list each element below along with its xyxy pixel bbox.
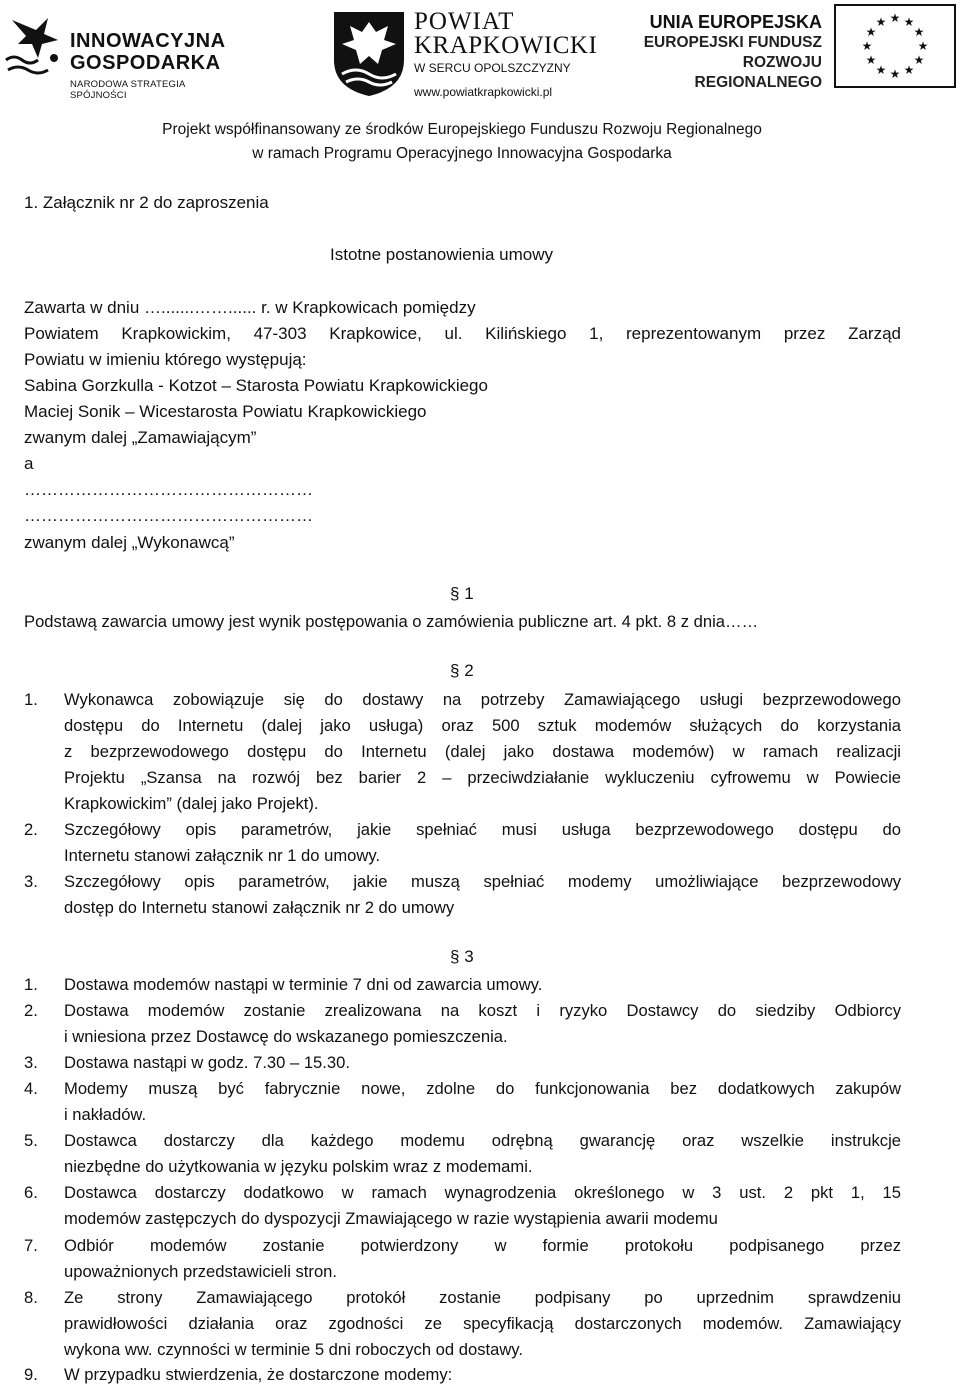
item-number: 5. <box>24 1131 38 1150</box>
svg-text:★: ★ <box>913 25 925 39</box>
section-1-text: Podstawą zawarcia umowy jest wynik postępowania o zamówienia publiczne art. 4 pkt. 8 z dnia…… <box>24 612 759 631</box>
intro-line: a <box>24 454 34 473</box>
powiat-logo-line3: W SERCU OPOLSZCZYZNY <box>414 61 571 75</box>
svg-text:★: ★ <box>875 15 887 29</box>
powiat-logo-line2: KRAPKOWICKI <box>414 32 598 59</box>
section-2-heading: § 2 <box>450 661 474 680</box>
svg-text:★: ★ <box>861 39 873 53</box>
svg-text:★: ★ <box>875 63 887 77</box>
item-number: 1. <box>24 690 38 709</box>
item-line: Dostawca dostarczy dodatkowo w ramach wynagrodzenia określonego w 3 ust. 2 pkt 1, 15 <box>64 1183 901 1202</box>
ig-star-figure-icon <box>4 14 66 80</box>
intro-line: …………………………………………… <box>24 506 313 525</box>
item-line: Ze strony Zamawiającego protokół zostanie podpisany po uprzednim sprawdzeniu <box>64 1288 901 1307</box>
powiat-krapkowicki-logo <box>330 6 598 100</box>
item-line: modemów zastępczych do dyspozycji Zmawiającego w razie wystąpienia awarii modemu <box>64 1209 718 1228</box>
intro-line: zwanym dalej „Wykonawcą” <box>24 533 235 552</box>
project-line-1: Projekt współfinansowany ze środków Europejskiego Funduszu Rozwoju Regionalnego <box>162 121 762 138</box>
section-1-heading: § 1 <box>450 584 474 603</box>
item-line: prawidłowości działania oraz zgodności ze specyfikacją dostarczonych modemów. Zamawiający <box>64 1314 901 1333</box>
attachment-label: 1. Załącznik nr 2 do zaproszenia <box>24 193 269 212</box>
item-line: Internetu stanowi załącznik nr 1 do umowy. <box>64 846 381 865</box>
document-title: Istotne postanowienia umowy <box>330 245 554 264</box>
item-number: 7. <box>24 1236 38 1255</box>
ig-logo-line2: GOSPODARKA <box>70 52 221 74</box>
item-line: Odbiór modemów zostanie potwierdzony w formie protokołu podpisanego przez <box>64 1236 901 1255</box>
ue-logo-line3: ROZWOJU REGIONALNEGO <box>694 54 822 91</box>
item-number: 3. <box>24 1053 38 1072</box>
item-line: Dostawca dostarczy dla każdego modemu odrębną gwarancję oraz wszelkie instrukcje <box>64 1131 901 1150</box>
project-cofinancing-note <box>0 118 924 166</box>
intro-line: Zawarta w dniu ….......……...... r. w Krapkowicach pomiędzy <box>24 298 476 317</box>
section-3-heading: § 3 <box>450 947 474 966</box>
eu-flag <box>834 4 956 88</box>
item-line: W przypadku stwierdzenia, że dostarczone modemy: <box>64 1365 453 1384</box>
svg-text:★: ★ <box>917 39 929 53</box>
header-logos <box>0 0 960 110</box>
intro-line: …………………………………………… <box>24 480 313 499</box>
item-line: z bezprzewodowego dostępu do Internetu (dalej jako dostawa modemów) w ramach realizacji <box>64 742 901 761</box>
item-number: 4. <box>24 1079 38 1098</box>
item-line: Dostawa modemów zostanie zrealizowana na koszt i ryzyko Dostawcy do siedziby Odbiorcy <box>64 1001 901 1020</box>
item-number: 2. <box>24 1001 38 1020</box>
unia-europejska-logo-text <box>612 12 822 91</box>
item-line: Wykonawca zobowiązuje się do dostawy na potrzeby Zamawiającego usługi bezprzewodowego <box>64 690 901 709</box>
eu-stars-flag-icon <box>834 4 956 88</box>
svg-text:★: ★ <box>889 67 901 81</box>
item-line: niezbędne do użytkowania w języku polskim wraz z modemami. <box>64 1157 533 1176</box>
innowacyjna-gospodarka-logo <box>4 14 236 101</box>
project-line-2: w ramach Programu Operacyjnego Innowacyjna Gospodarka <box>252 145 672 162</box>
item-line: Krapkowickim” (dalej jako Projekt). <box>64 794 319 813</box>
item-line: Szczegółowy opis parametrów, jakie muszą spełniać modemy umożliwiające bezprzewodowy <box>64 872 901 891</box>
svg-text:★: ★ <box>865 25 877 39</box>
item-line: dostęp do Internetu stanowi załącznik nr 2 do umowy <box>64 898 455 917</box>
intro-line: Powiatem Krapkowickim, 47-303 Krapkowice, ul. Kilińskiego 1, reprezentowanym przez Zarząd <box>24 324 901 343</box>
item-number: 9. <box>24 1365 38 1384</box>
svg-text:★: ★ <box>889 11 901 25</box>
svg-text:★: ★ <box>865 53 877 67</box>
svg-text:★: ★ <box>903 15 915 29</box>
item-line: Dostawa modemów nastąpi w terminie 7 dni od zawarcia umowy. <box>64 975 543 994</box>
item-line: i wniesiona przez Dostawcę do wskazanego pomieszczenia. <box>64 1027 508 1046</box>
section-3-number: 3 <box>464 947 474 966</box>
item-line: i nakładów. <box>64 1105 147 1124</box>
section-2-number: 2 <box>464 661 474 680</box>
ig-logo-line1: INNOWACYJNA <box>70 30 226 52</box>
item-line: Dostawa nastąpi w godz. 7.30 – 15.30. <box>64 1053 350 1072</box>
intro-line: Powiatu w imieniu którego występują: <box>24 350 307 369</box>
item-number: 8. <box>24 1288 38 1307</box>
item-line: Projektu „Szansa na rozwój bez barier 2 – przeciwdziałanie wykluczeniu cyfrowemu w Powiecie <box>64 768 901 787</box>
svg-text:★: ★ <box>903 63 915 77</box>
item-number: 2. <box>24 820 38 839</box>
svg-text:★: ★ <box>913 53 925 67</box>
ue-logo-line1: UNIA EUROPEJSKA <box>649 12 822 32</box>
powiat-logo-line1: POWIAT <box>414 8 515 35</box>
item-line: Szczegółowy opis parametrów, jakie spełniać musi usługa bezprzewodowego dostępu do <box>64 820 901 839</box>
powiat-logo-url: www.powiatkrapkowicki.pl <box>414 85 553 99</box>
item-number: 1. <box>24 975 38 994</box>
intro-line: zwanym dalej „Zamawiającym” <box>24 428 257 447</box>
item-line: wykona ww. czynności w terminie 5 dni roboczych od dostawy. <box>64 1340 523 1359</box>
intro-line: Maciej Sonik – Wicestarosta Powiatu Krapkowickiego <box>24 402 427 421</box>
item-number: 3. <box>24 872 38 891</box>
intro-line: Sabina Gorzkulla - Kotzot – Starosta Powiatu Krapkowickiego <box>24 376 488 395</box>
item-line: Modemy muszą być fabrycznie nowe, zdolne do funkcjonowania bez dodatkowych zakupów <box>64 1079 901 1098</box>
ig-logo-line3: NARODOWA STRATEGIA SPÓJNOŚCI <box>70 79 185 101</box>
eagle-crest-icon <box>330 8 408 98</box>
item-number: 6. <box>24 1183 38 1202</box>
item-line: upoważnionych przedstawicieli stron. <box>64 1262 338 1281</box>
section-1-number: 1 <box>464 584 474 603</box>
item-line: dostępu do Internetu (dalej jako usługa) oraz 500 sztuk modemów służących do korzystania <box>64 716 901 735</box>
ue-logo-line2: EUROPEJSKI FUNDUSZ <box>643 34 822 51</box>
